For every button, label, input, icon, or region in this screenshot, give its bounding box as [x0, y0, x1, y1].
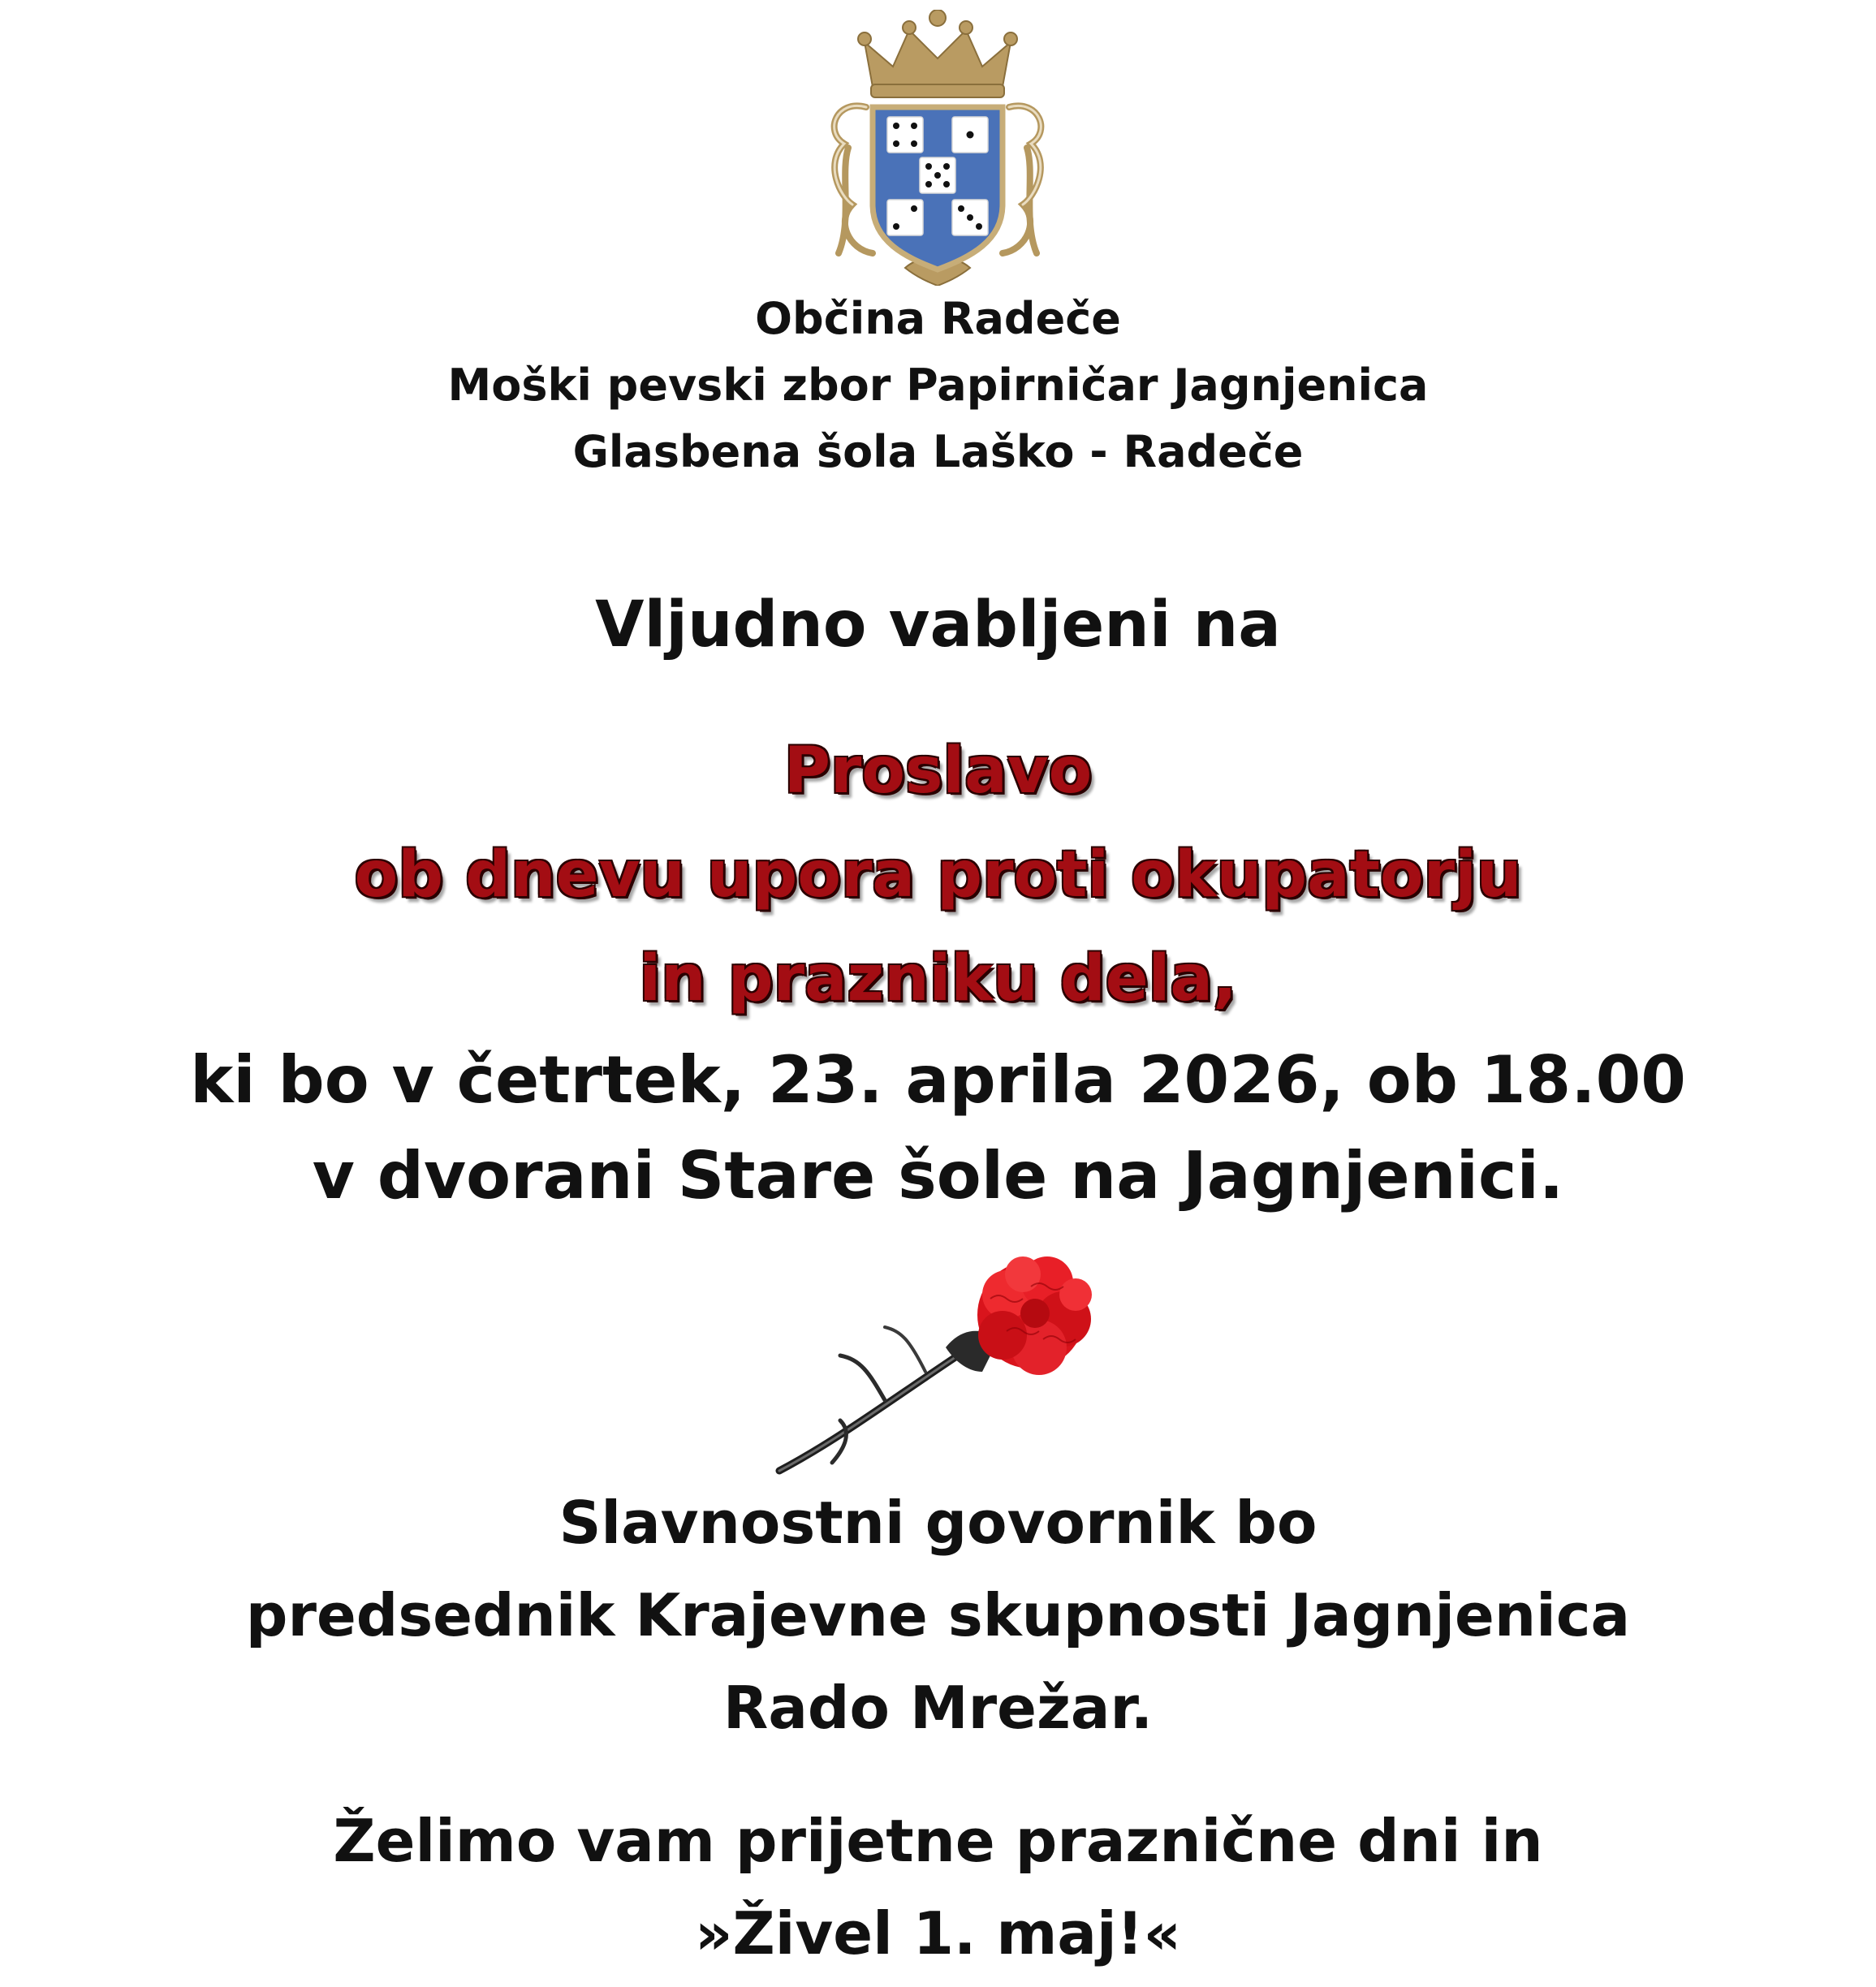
invitation-heading: Vljudno vabljeni na	[595, 588, 1281, 662]
event-venue: v dvorani Stare šole na Jagnjenici.	[312, 1138, 1564, 1213]
event-title-line: ob dnevu upora proti okupatorju	[354, 838, 1522, 912]
event-date-time: ki bo v četrtek, 23. aprila 2026, ob 18.00	[190, 1042, 1686, 1118]
event-title-line: in prazniku dela,	[639, 942, 1237, 1015]
organizer-music-school: Glasbena šola Laško - Radeče	[572, 426, 1304, 477]
organizer-choir: Moški pevski zbor Papirničar Jagnjenica	[447, 360, 1429, 411]
carnation-icon	[763, 1250, 1104, 1477]
speaker-intro: Slavnostni govornik bo	[558, 1489, 1318, 1557]
speaker-role: predsednik Krajevne skupnosti Jagnjenica	[245, 1581, 1631, 1649]
event-title-line: Proslavo	[783, 735, 1093, 808]
closing-slogan: »Živel 1. maj!«	[694, 1899, 1182, 1968]
closing-wish: Želimo vam prijetne praznične dni in	[333, 1807, 1543, 1875]
coat-of-arms-icon	[816, 10, 1059, 286]
organizer-municipality: Občina Radeče	[755, 293, 1121, 344]
speaker-name: Rado Mrežar.	[722, 1674, 1154, 1742]
